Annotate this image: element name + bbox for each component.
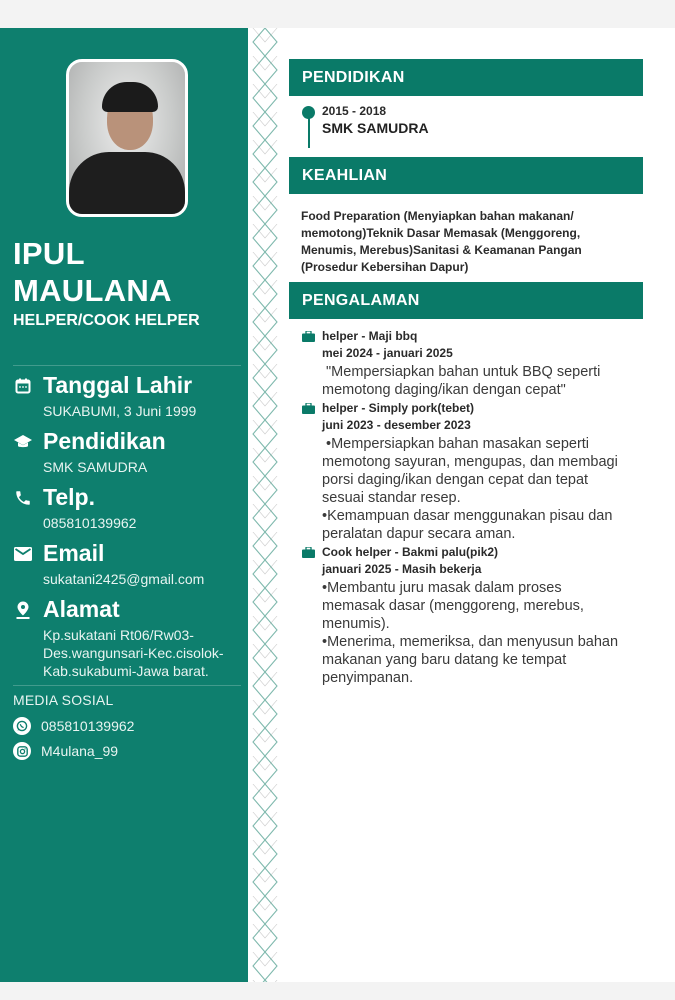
briefcase-icon	[302, 331, 315, 342]
divider	[13, 685, 241, 686]
sidebar	[0, 28, 248, 982]
job-title: Cook helper - Bakmi palu(pik2)	[322, 545, 499, 559]
social-media-title: MEDIA SOSIAL	[13, 692, 114, 708]
location-pin-icon	[13, 600, 33, 620]
job-role: HELPER/COOK HELPER	[13, 312, 200, 329]
job-title: helper - Simply pork(tebet)	[322, 401, 475, 415]
education-years: 2015 - 2018	[322, 104, 387, 118]
job-title: helper - Maji bbq	[322, 329, 418, 343]
timeline-line	[308, 112, 310, 148]
briefcase-icon	[302, 547, 315, 558]
phone-icon	[13, 488, 33, 508]
info-value: SMK SAMUDRA	[43, 459, 148, 475]
job-period: juni 2023 - desember 2023	[322, 418, 471, 432]
job-description: "Mempersiapkan bahan untuk BBQ seperti memotong daging/ikan dengan cepat"	[322, 364, 601, 398]
profile-photo	[66, 59, 188, 217]
social-instagram[interactable]	[13, 742, 233, 762]
info-label: Email	[43, 540, 105, 566]
section-header-skills: KEAHLIAN	[289, 157, 643, 194]
whatsapp-icon	[13, 717, 31, 735]
social-whatsapp[interactable]	[13, 717, 233, 737]
info-label: Alamat	[43, 596, 120, 622]
section-header-education: PENDIDIKAN	[289, 59, 643, 96]
job-period: januari 2025 - Masih bekerja	[322, 562, 482, 576]
briefcase-icon	[302, 403, 315, 414]
full-name	[13, 235, 172, 309]
diamond-chain-decoration	[252, 28, 278, 982]
resume-page	[0, 28, 675, 982]
last-name: MAULANA	[13, 273, 172, 308]
info-value: SUKABUMI, 3 Juni 1999	[43, 403, 197, 419]
education-entry	[300, 102, 630, 152]
job-description: •Membantu juru masak dalam proses memasak dasar (menggoreng, merebus, menumis). •Menerima, memeriksa, dan menyusun bahan makanan yang baru datang ke tempat penyimpanan.	[322, 580, 619, 686]
social-text: M4ulana_99	[41, 743, 119, 759]
info-label: Telp.	[43, 484, 95, 510]
job-period: mei 2024 - januari 2025	[322, 346, 453, 360]
info-label: Pendidikan	[43, 428, 166, 454]
info-label: Tanggal Lahir	[43, 372, 193, 398]
email-icon	[13, 544, 33, 564]
education-school: SMK SAMUDRA	[322, 120, 429, 136]
graduation-cap-icon	[13, 432, 33, 452]
info-value: Kp.sukatani Rt06/Rw03- Des.wangunsari-Kec.cisolok- Kab.sukabumi-Jawa barat.	[43, 627, 224, 679]
calendar-icon	[13, 376, 33, 396]
divider	[13, 365, 241, 366]
social-text: 085810139962	[41, 718, 135, 734]
info-value[interactable]: 085810139962	[43, 515, 137, 531]
instagram-icon	[13, 742, 31, 760]
first-name: IPUL	[13, 236, 85, 271]
info-value[interactable]: sukatani2425@gmail.com	[43, 571, 205, 587]
skills-text: Food Preparation (Menyiapkan bahan makanan/ memotong)Teknik Dasar Memasak (Menggoreng, Menumis, Merebus)Sanitasi & Keamanan Pangan (Prosedur Kebersihan Dapur)	[301, 209, 582, 274]
job-description: •Mempersiapkan bahan masakan seperti memotong sayuran, mengupas, dan membagi porsi daging/ikan dengan cepat dan tepat sesuai standar resep. •Kemampuan dasar menggunakan pisau dan peralatan dapur secara aman.	[322, 436, 618, 542]
section-header-experience: PENGALAMAN	[289, 282, 643, 319]
